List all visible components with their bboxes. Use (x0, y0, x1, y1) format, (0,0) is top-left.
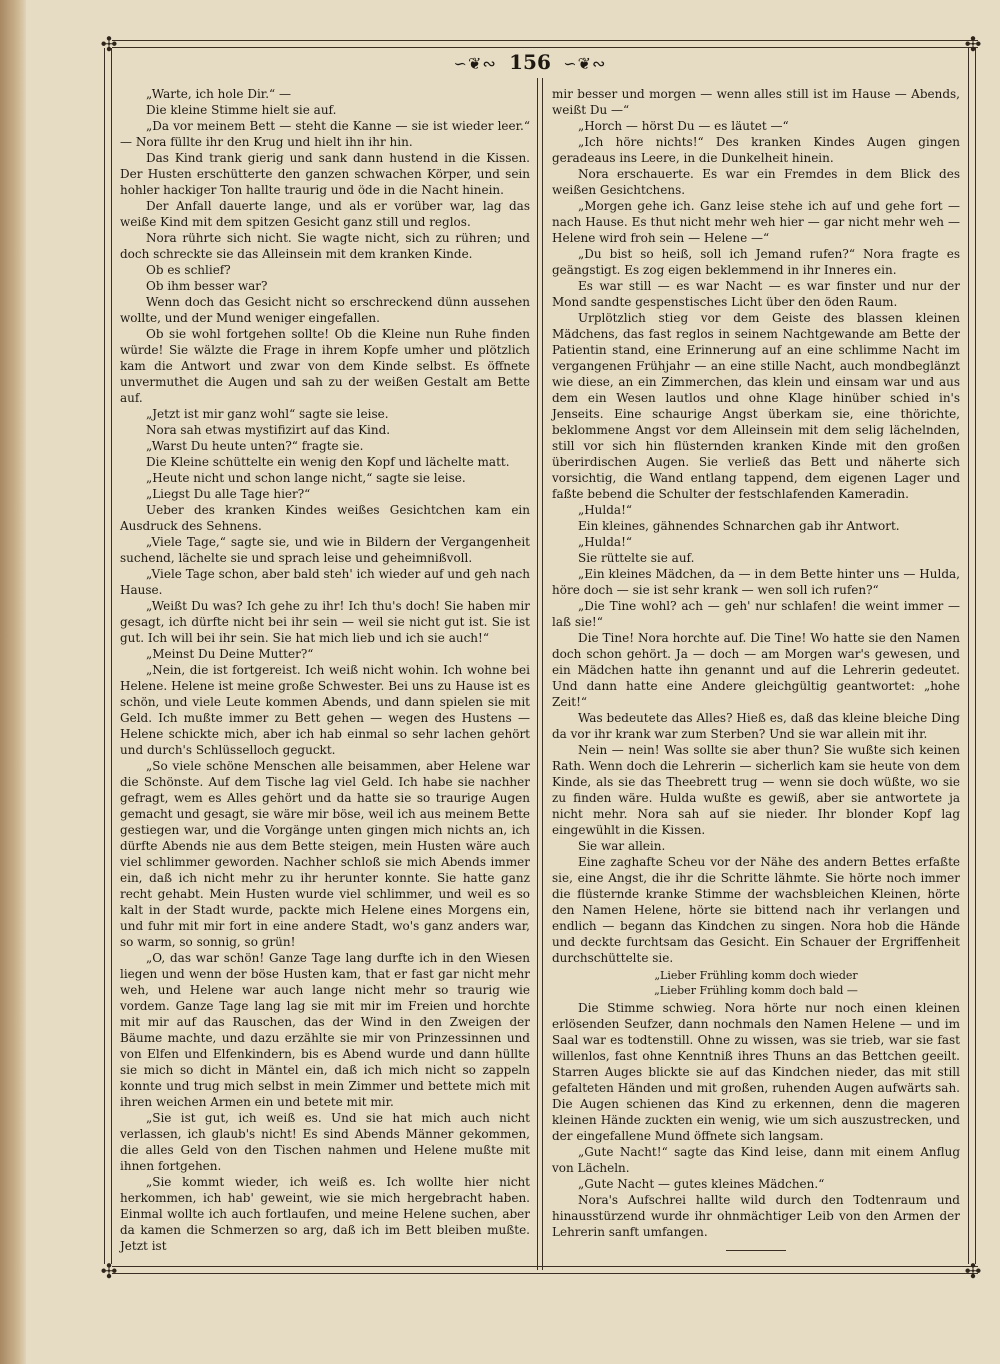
paragraph: Ob sie wohl fortgehen sollte! Ob die Kleine nun Ruhe finden würde! Sie wälzte die Frage in ihrem Kopfe umher und plötzlich kam die Antwort und zwar von dem Kinde selbst. Es öffnete unvermuthet die Augen und sah zu der weißen Gestalt am Bette auf. (120, 327, 530, 405)
paragraph: „So viele schöne Menschen alle beisammen, aber Helene war die Schönste. Auf dem Tische lag viel Geld. Ich habe sie nachher gefragt, wem es Alles gehört und da hatte sie so traurige Augen gemacht und gesagt, sie wäre mir böse, weil ich aus meinem Bette gestiegen war, und die Vorgänge unten gingen mich nichts an, ich dürfte Abends nie aus dem Bette steigen, mein Husten wäre auch viel schlimmer geworden. Nachher schloß sie mich Abends immer ein, daß ich nicht mehr zu ihr herunter konnte. Sie hatte ganz recht gehabt. Mein Husten wurde viel schlimmer, und weil es so kalt in der Stadt wurde, packte mich Helene eines Morgens ein, und fuhr mit mir fort in eine andere Stadt, wo's ganz anders war, so warm, so sonnig, so grün! (120, 759, 530, 949)
paragraph: Die kleine Stimme hielt sie auf. (146, 103, 337, 117)
corner-ornament-top-left: ✣ (100, 32, 118, 56)
paragraph: Ob es schlief? (146, 263, 231, 277)
song-verse (552, 968, 960, 998)
paragraph: „Hulda!“ (578, 503, 633, 517)
corner-ornament-bottom-right: ✣ (964, 1259, 982, 1283)
paragraph: „Da vor meinem Bett — steht die Kanne — sie ist wieder leer.“ — Nora füllte ihr den Krug und hielt ihn ihr hin. (120, 119, 530, 149)
paragraph: „Meinst Du Deine Mutter?“ (146, 647, 314, 661)
paragraph: „Warte, ich hole Dir.“ — (146, 87, 291, 101)
left-flourish: ∽❦∾ (453, 54, 497, 73)
paragraph: „Hulda!“ (578, 535, 633, 549)
paragraph: Nora sah etwas mystifizirt auf das Kind. (146, 423, 391, 437)
paragraph: „Nein, die ist fortgereist. Ich weiß nicht wohin. Ich wohne bei Helene. Helene ist meine große Schwester. Bei uns zu Hause ist es schön, und viele Leute kommen Abends, und dann spielen sie mit Geld. Ich mußte immer zu Bett gehen — wegen des Hustens — Helene schickte mich, aber ich hab einmal so sehr lachen gehört und durch's Schlüsselloch geguckt. (120, 663, 530, 757)
paragraph: „Warst Du heute unten?“ fragte sie. (146, 439, 364, 453)
paragraph: „Du bist so heiß, soll ich Jemand rufen?“ Nora fragte es geängstigt. Es zog eigen beklemmend in ihr Inneres ein. (552, 247, 960, 277)
paragraph: „Liegst Du alle Tage hier?“ (146, 487, 311, 501)
paragraph: „Horch — hörst Du — es läutet —“ (578, 119, 789, 133)
paragraph: Was bedeutete das Alles? Hieß es, daß das kleine bleiche Ding da vor ihr krank war zum Sterben? Und sie war allein mit ihr. (552, 711, 960, 741)
corner-ornament-bottom-left: ✣ (100, 1259, 118, 1283)
paragraph: Urplötzlich stieg vor dem Geiste des blassen kleinen Mädchens, das fast reglos in seinem Nachtgewande am Bette der Patientin stand, eine Erinnerung auf an eine schlimme Nacht im vergangenen Frühjahr — an eine stille Nacht, auch mondbeglänzt wie diese, an ein Zimmerchen, das klein und einsam war und aus dem ein Wesen lautlos und ohne Klage hinüber schied in's Jenseits. Eine schaurige Angst überkam sie, eine thörichte, beklommene Angst vor dem Alleinsein mit dem selig lächelnden, still vor sich hin flüsternden kranken Kinde mit den großen überirdischen Augen. Sie verließ das Bett und näherte sich vorsichtig, die Wand entlang tappend, dem eigenen Lager und faßte bebend die Schulter der festschlafenden Kameradin. (552, 311, 960, 501)
paragraph: mir besser und morgen — wenn alles still ist im Hause — Abends, weißt Du —“ (552, 87, 960, 117)
paragraph: Wenn doch das Gesicht nicht so erschreckend dünn aussehen wollte, und der Mund weniger eingefallen. (120, 295, 530, 325)
page-header (430, 50, 630, 74)
paragraph: Ein kleines, gähnendes Schnarchen gab ihr Antwort. (578, 519, 900, 533)
right-column (552, 86, 960, 1251)
paragraph: „Morgen gehe ich. Ganz leise stehe ich auf und gehe fort — nach Hause. Es thut nicht mehr weh hier — gar nicht mehr weh — Helene wird froh sein — Helene —“ (552, 199, 960, 245)
paragraph: Die Stimme schwieg. Nora hörte nur noch einen kleinen erlösenden Seufzer, dann nochmals den Namen Helene — und im Saal war es todtenstill. Ohne zu wissen, was sie trieb, war sie fast willenlos, fast ohne Kenntniß ihres Thuns an das Bettchen geeilt. Starren Auges blickte sie auf das Kindchen nieder, das mit still gefalteten Händen und mit großen, ruhenden Augen aufwärts sah. Die Augen schienen das Kind zu erkennen, denn die mageren kleinen Hände zuckten ein wenig, wie um sich auszustrecken, und der eingefallene Mund öffnete sich langsam. (552, 1001, 960, 1143)
paragraph: „Viele Tage schon, aber bald steh' ich wieder auf und geh nach Hause. (120, 567, 530, 597)
frame-right (968, 48, 976, 1264)
paragraph: „Weißt Du was? Ich gehe zu ihr! Ich thu's doch! Sie haben mir gesagt, ich dürfte nicht bei ihr sein — weil sie nicht gut ist. Sie ist gut. Ich will bei ihr sein. Sie hat mich lieb und ich sie auch!“ (120, 599, 530, 645)
paragraph: „O, das war schön! Ganze Tage lang durfte ich in den Wiesen liegen und wenn der böse Husten kam, that er fast gar nicht mehr weh, und Helene war auch lange nicht mehr so traurig wie vordem. Ganze Tage lang lag sie mit mir im Freien und horchte mit mir auf das Rauschen, das der Wind in den Zweigen der Bäume machte, und dazu erzählte sie mir von Prinzessinnen und von Elfen und Elfenkindern, bis es Abend wurde und dann hüllte sie mich so dicht in Mäntel ein, daß ich mich nicht so zappeln konnte und trug mich selbst in mein Zimmer und bettete mich mit ihren weichen Armen ein und betete mit mir. (120, 951, 530, 1109)
right-column-text (552, 86, 960, 966)
right-flourish: ∽❦∾ (563, 54, 607, 73)
paragraph: Ob ihm besser war? (146, 279, 268, 293)
page-number: 156 (509, 50, 551, 74)
frame-top (112, 40, 978, 48)
paragraph: Nora erschauerte. Es war ein Fremdes in dem Blick des weißen Gesichtchens. (552, 167, 960, 197)
left-column (120, 86, 530, 1254)
right-column-text-end (552, 1000, 960, 1240)
book-binding (0, 0, 26, 1364)
paragraph: „Gute Nacht — gutes kleines Mädchen.“ (578, 1177, 825, 1191)
frame-left (104, 48, 112, 1264)
paragraph: Nora's Aufschrei hallte wild durch den Todtenraum und hinausstürzend wurde ihr ohnmächtiger Leib von den Armen der Lehrerin sanft umfangen. (552, 1193, 960, 1239)
paragraph: „Die Tine wohl? ach — geh' nur schlafen! die weint immer — laß sie!“ (552, 599, 960, 629)
paragraph: „Viele Tage,“ sagte sie, und wie in Bildern der Vergangenheit suchend, lächelte sie und sprach leise und geheimnißvoll. (120, 535, 530, 565)
verse-line: „Lieber Frühling komm doch wieder (654, 969, 858, 982)
paragraph: Es war still — es war Nacht — es war finster und nur der Mond sandte gespenstisches Licht über den öden Raum. (552, 279, 960, 309)
paragraph: Sie war allein. (578, 839, 666, 853)
paragraph: Die Kleine schüttelte ein wenig den Kopf und lächelte matt. (146, 455, 510, 469)
paragraph: Nein — nein! Was sollte sie aber thun? Sie wußte sich keinen Rath. Wenn doch die Lehrerin — sicherlich kam sie heute von dem Kinde, als sie das Theebrett trug — wenn sie doch wüßte, wo sie zu finden wäre. Hulda wußte es gewiß, aber sie antwortete ja nicht mehr. Nora sah auf sie nieder. Ihr blonder Kopf lag eingewühlt in die Kissen. (552, 743, 960, 837)
paragraph: „Jetzt ist mir ganz wohl“ sagte sie leise. (146, 407, 389, 421)
paragraph: „Ich höre nichts!“ Des kranken Kindes Augen gingen geradeaus ins Leere, in die Dunkelheit hinein. (552, 135, 960, 165)
frame-bottom (112, 1266, 978, 1274)
paragraph: Ueber des kranken Kindes weißes Gesichtchen kam ein Ausdruck des Sehnens. (120, 503, 530, 533)
paragraph: Das Kind trank gierig und sank dann hustend in die Kissen. Der Husten erschütterte den ganzen schwachen Körper, und sein hohler hackiger Ton hallte traurig und öde in die Nacht hinein. (120, 151, 530, 197)
column-divider (537, 78, 543, 1270)
paragraph: „Ein kleines Mädchen, da — in dem Bette hinter uns — Hulda, höre doch — sie ist sehr krank — wen soll ich rufen?“ (552, 567, 960, 597)
paragraph: Eine zaghafte Scheu vor der Nähe des andern Bettes erfaßte sie, eine Angst, die ihr die Schritte lähmte. Sie hörte noch immer die flüsternde kranke Stimme der wachsbleichen Kleinen, hörte den Namen Helene, hörte sie bittend nach ihr verlangen und endlich — begann das Kindchen zu singen. Nora hob die Hände und deckte furchtsam das Gesicht. Ein Schauer der Ergriffenheit durchschüttelte sie. (552, 855, 960, 965)
paragraph: „Heute nicht und schon lange nicht,“ sagte sie leise. (146, 471, 466, 485)
paragraph: „Sie ist gut, ich weiß es. Und sie hat mich auch nicht verlassen, ich glaub's nicht! Es sind Abends Männer gekommen, die alles Geld von den Tischen nahmen und Helene mußte mit ihnen fortgehen. (120, 1111, 530, 1173)
paragraph: Sie rüttelte sie auf. (578, 551, 695, 565)
corner-ornament-top-right: ✣ (964, 32, 982, 56)
paragraph: „Gute Nacht!“ sagte das Kind leise, dann mit einem Anflug von Lächeln. (552, 1145, 960, 1175)
paragraph: Nora rührte sich nicht. Sie wagte nicht, sich zu rühren; und doch schreckte sie das Alleinsein mit dem kranken Kinde. (120, 231, 530, 261)
paragraph: Der Anfall dauerte lange, und als er vorüber war, lag das weiße Kind mit dem spitzen Gesicht ganz still und reglos. (120, 199, 530, 229)
paragraph: Die Tine! Nora horchte auf. Die Tine! Wo hatte sie den Namen doch schon gehört. Ja — doch — am Morgen war's gewesen, und ein Mädchen hatte ihn genannt und auf die Lehrerin gedeutet. Und dann hatte eine Andere gleichgültig geantwortet: „hohe Zeit!“ (552, 631, 960, 709)
verse-line: „Lieber Frühling komm doch bald — (654, 984, 858, 997)
paragraph: „Sie kommt wieder, ich weiß es. Ich wollte hier nicht herkommen, ich hab' geweint, wie sie mich hergebracht haben. Einmal wollte ich auch fortlaufen, und meine Helene suchen, aber da kamen die Schmerzen so arg, daß ich im Bett bleiben mußte. Jetzt ist (120, 1175, 530, 1253)
end-rule (726, 1250, 786, 1251)
